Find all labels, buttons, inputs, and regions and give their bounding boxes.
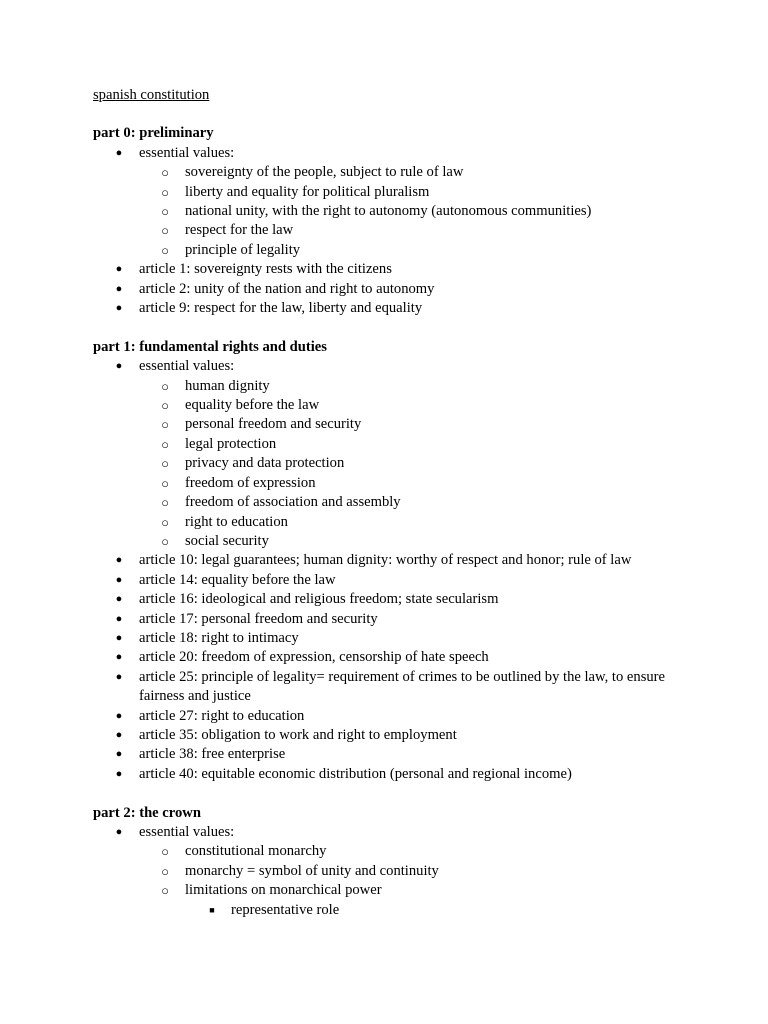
list-item (93, 842, 693, 861)
list-item-text: equality before the law (185, 397, 320, 414)
square-bullet-icon: ■ (209, 904, 215, 915)
circle-bullet-icon: ○ (161, 844, 169, 860)
list-item (93, 163, 693, 182)
bullet-icon: ● (115, 263, 123, 276)
list-item (93, 726, 693, 745)
list-item (93, 435, 693, 454)
circle-bullet-icon: ○ (161, 514, 169, 530)
list-item-text: article 2: unity of the nation and right to autonomy (139, 280, 435, 297)
circle-bullet-icon: ○ (161, 223, 169, 239)
part-1-heading: part 1: fundamental rights and duties (93, 338, 327, 355)
list-item-text: freedom of association and assembly (185, 494, 401, 511)
list-item-text: article 10: legal guarantees; human dignity: worthy of respect and honor; rule of law (139, 552, 632, 569)
list-item-text: sovereignty of the people, subject to rule of law (185, 164, 464, 181)
list-item-text: principle of legality (185, 241, 301, 258)
bullet-icon: ● (115, 670, 123, 683)
circle-bullet-icon: ○ (161, 398, 169, 414)
list-item (93, 571, 693, 590)
list-item (93, 668, 699, 707)
list-item (93, 474, 693, 493)
list-item (93, 707, 693, 726)
list-item-text: essential values: (139, 358, 235, 375)
list-item (93, 183, 693, 202)
list-item-text: article 18: right to intimacy (139, 629, 299, 646)
section-spacer (93, 318, 693, 337)
list-item (93, 629, 693, 648)
list-item (93, 415, 693, 434)
circle-bullet-icon: ○ (161, 204, 169, 220)
circle-bullet-icon: ○ (161, 456, 169, 472)
bullet-icon: ● (115, 554, 123, 567)
bullet-icon: ● (115, 573, 123, 586)
list-item (93, 396, 693, 415)
document-page (93, 86, 693, 920)
list-item-text: national unity, with the right to autonomy (autonomous communities) (185, 203, 592, 220)
list-item (93, 823, 693, 842)
circle-bullet-icon: ○ (161, 495, 169, 511)
list-item-text: article 9: respect for the law, liberty and equality (139, 300, 423, 317)
list-item-text: respect for the law (185, 222, 294, 239)
bullet-icon: ● (115, 651, 123, 664)
circle-bullet-icon: ○ (161, 184, 169, 200)
bullet-icon: ● (115, 728, 123, 741)
list-item (93, 551, 693, 570)
list-item-text: article 17: personal freedom and security (139, 610, 378, 627)
list-item-text: right to education (185, 513, 288, 530)
bullet-icon: ● (115, 767, 123, 780)
list-item (93, 901, 693, 920)
list-item-text: article 20: freedom of expression, censorship of hate speech (139, 649, 489, 666)
part-2-heading: part 2: the crown (93, 804, 201, 821)
bullet-icon: ● (115, 709, 123, 722)
circle-bullet-icon: ○ (161, 378, 169, 394)
list-item-text: article 25: principle of legality= requirement of crimes to be outlined by the law, to ensure fairness and justice (139, 668, 666, 705)
list-item (93, 648, 693, 667)
circle-bullet-icon: ○ (161, 863, 169, 879)
list-item (93, 202, 693, 221)
section-spacer (93, 784, 693, 803)
list-item-text: freedom of expression (185, 474, 316, 491)
bullet-icon: ● (115, 748, 123, 761)
list-item (93, 241, 693, 260)
list-item-text: article 16: ideological and religious freedom; state secularism (139, 591, 499, 608)
list-item-text: essential values: (139, 144, 235, 161)
list-item-text: monarchy = symbol of unity and continuity (185, 862, 439, 879)
list-item-text: human dignity (185, 377, 270, 394)
list-item (93, 610, 693, 629)
list-item (93, 862, 693, 881)
list-item (93, 454, 693, 473)
list-item (93, 377, 693, 396)
list-item-text: article 1: sovereignty rests with the citizens (139, 261, 392, 278)
list-item-text: constitutional monarchy (185, 843, 327, 860)
circle-bullet-icon: ○ (161, 417, 169, 433)
circle-bullet-icon: ○ (161, 533, 169, 549)
list-item-text: personal freedom and security (185, 416, 362, 433)
list-item (93, 221, 693, 240)
list-item-text: article 27: right to education (139, 707, 305, 724)
bullet-icon: ● (115, 826, 123, 838)
list-item (93, 144, 693, 163)
bullet-icon: ● (115, 360, 123, 373)
circle-bullet-icon: ○ (161, 883, 169, 899)
bullet-icon: ● (115, 593, 123, 606)
list-item (93, 765, 693, 784)
list-item (93, 299, 693, 318)
list-item (93, 513, 693, 532)
document-title: spanish constitution (93, 87, 210, 103)
list-item-text: article 35: obligation to work and right to employment (139, 726, 457, 743)
list-item (93, 590, 693, 609)
bullet-icon: ● (115, 282, 123, 295)
bullet-icon: ● (115, 302, 123, 315)
list-item (93, 532, 693, 551)
part-0-heading: part 0: preliminary (93, 125, 214, 142)
list-item (93, 357, 693, 376)
list-item-text: social security (185, 532, 269, 549)
circle-bullet-icon: ○ (161, 475, 169, 491)
list-item-text: limitations on monarchical power (185, 882, 382, 899)
list-item-text: article 38: free enterprise (139, 746, 286, 763)
list-item-text: essential values: (139, 824, 235, 840)
list-item (93, 745, 693, 764)
circle-bullet-icon: ○ (161, 165, 169, 181)
bullet-icon: ● (115, 146, 123, 159)
circle-bullet-icon: ○ (161, 436, 169, 452)
bullet-icon: ● (115, 612, 123, 625)
list-item (93, 280, 693, 299)
list-item-text: legal protection (185, 435, 277, 452)
list-item (93, 260, 693, 279)
list-item (93, 881, 693, 900)
list-item (93, 493, 693, 512)
list-item-text: article 40: equitable economic distribution (personal and regional income) (139, 765, 572, 782)
list-item-text: liberty and equality for political pluralism (185, 183, 430, 200)
bullet-icon: ● (115, 631, 123, 644)
list-item-text: privacy and data protection (185, 455, 345, 472)
list-item-text: article 14: equality before the law (139, 571, 336, 588)
list-item-text: representative role (231, 901, 340, 918)
circle-bullet-icon: ○ (161, 242, 169, 258)
